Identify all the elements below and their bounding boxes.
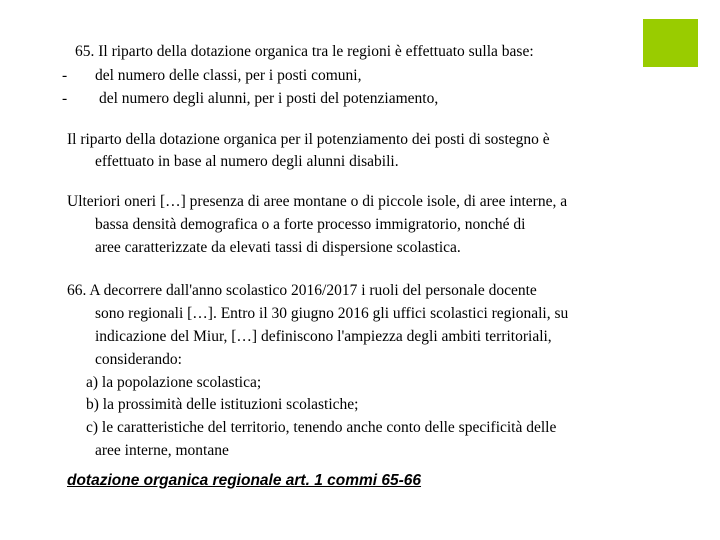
sostegno-line-2: effettuato in base al numero degli alunni disabili. — [95, 153, 399, 170]
footer-reference-text: dotazione organica regionale art. 1 commi 65-66 — [67, 472, 422, 489]
footer-reference — [67, 472, 421, 490]
para65-item-1-dash: - — [62, 67, 68, 84]
sostegno-line-1: Il riparto della dotazione organica per il potenziamento dei posti di sostegno è — [67, 131, 550, 148]
para65-item-2: del numero degli alunni, per i posti del potenziamento, — [99, 90, 439, 107]
para66-item-c-line-1: c) le caratteristiche del territorio, tenendo anche conto delle specificità delle — [86, 419, 557, 436]
para66-item-b: b) la prossimità delle istituzioni scolastiche; — [86, 396, 359, 413]
accent-box — [643, 19, 698, 67]
para66-line-2: sono regionali […]. Entro il 30 giugno 2016 gli uffici scolastici regionali, su — [95, 305, 569, 322]
para66-line-4: considerando: — [95, 351, 182, 368]
para66-item-a: a) la popolazione scolastica; — [86, 374, 262, 391]
para66-line-1: 66. A decorrere dall'anno scolastico 2016/2017 i ruoli del personale docente — [67, 282, 537, 299]
para65-intro: 65. Il riparto della dotazione organica tra le regioni è effettuato sulla base: — [75, 43, 534, 60]
para65-item-2-dash: - — [62, 90, 68, 107]
para65-item-1: del numero delle classi, per i posti comuni, — [95, 67, 362, 84]
oneri-line-3: aree caratterizzate da elevati tassi di dispersione scolastica. — [95, 239, 461, 256]
para66-item-c-line-2: aree interne, montane — [95, 442, 229, 459]
oneri-line-1: Ulteriori oneri […] presenza di aree montane o di piccole isole, di aree interne, a — [67, 193, 568, 210]
para66-line-3: indicazione del Miur, […] definiscono l'ampiezza degli ambiti territoriali, — [95, 328, 552, 345]
oneri-line-2: bassa densità demografica o a forte processo immigratorio, nonché di — [95, 216, 526, 233]
